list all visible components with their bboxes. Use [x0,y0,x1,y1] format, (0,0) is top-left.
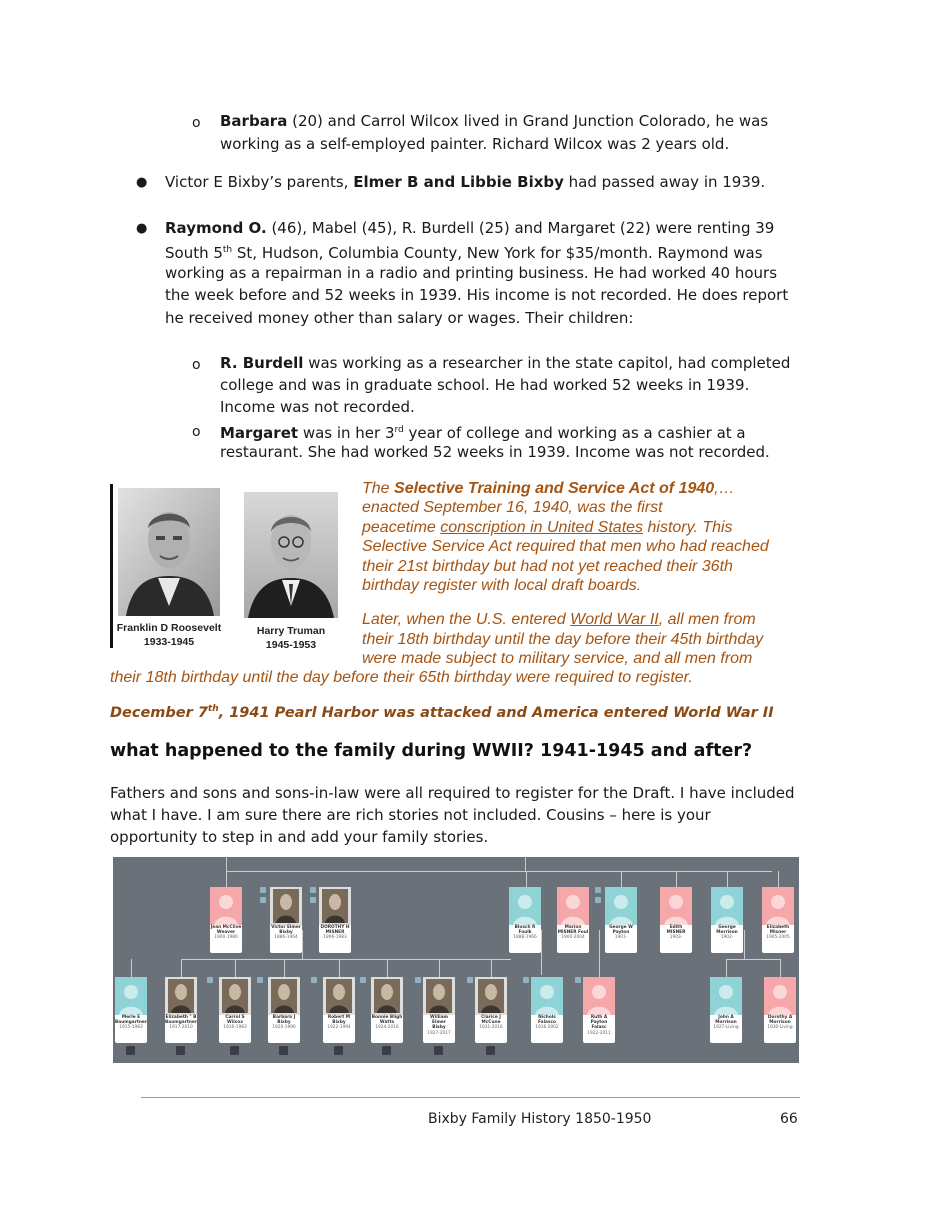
person-surname: Bixby [279,930,293,936]
fdr-caption [114,621,224,649]
truman-portrait [244,492,338,618]
draft-p1-line-2: enacted September 16, 1940, was the first [362,499,663,516]
tree-person-card[interactable] [660,887,692,953]
tree-person-card[interactable] [115,977,147,1043]
person-details [219,1015,251,1031]
person-silhouette-icon [509,887,541,925]
draft-p2-line-2: their 18th birthday until the day before their 45th birthday [362,631,764,648]
person-years: 1924-2016 [375,1025,399,1031]
person-silhouette-icon [764,977,796,1015]
record-hint-icon[interactable] [310,897,316,903]
person-years: 1927-2017 [427,1030,451,1036]
person-name: Merle E [121,1015,141,1020]
tree-connector [676,871,677,887]
person-surname: Foulk [518,930,532,936]
person-surname: Watts [379,1020,395,1026]
tree-person-card[interactable] [531,977,563,1043]
person-name: Dorothy A [767,1015,793,1020]
tree-person-card[interactable] [210,887,242,953]
person-details [165,1015,197,1031]
person-silhouette-icon [557,887,589,925]
person-surname: MISNER Foul [557,930,589,936]
footer-page-number: 66 [780,1111,798,1127]
person-name: Bonnie Bligh [371,1015,403,1020]
person-name: Elizabeth [766,925,790,930]
tree-connector [726,959,781,960]
person-details [583,1015,615,1036]
record-hint-icon[interactable] [257,977,263,983]
person-surname: Bixby [277,1020,291,1026]
tree-connector [284,959,285,977]
barbara-line-1: Barbara (20) and Carrol Wilcox lived in Grand Junction Colorado, he was [220,112,769,130]
family-tree[interactable] [113,857,799,1063]
person-name: Edith [669,925,683,930]
tree-connector [780,959,781,977]
section-body-line-3: opportunity to step in and add your family stories. [110,828,489,846]
section-heading: what happened to the family during WWII? 1941-1945 and after? [110,741,753,761]
person-details [423,1015,455,1036]
truman-portrait-image [244,492,338,618]
person-years: 1901- [614,935,628,941]
person-silhouette-icon [605,887,637,925]
record-hint-icon[interactable] [595,887,601,893]
draft-p1-line-1: The Selective Training and Service Act of 1940,… [362,480,735,497]
tree-connector [302,930,303,960]
person-surname: Weaver [216,930,236,936]
conscription-link[interactable]: conscription in United States [440,519,644,536]
sub-bullet-marker: o [192,115,201,131]
person-details [475,1015,507,1031]
person-details [660,925,692,941]
record-hint-icon[interactable] [415,977,421,983]
person-surname: Falasco [537,1020,556,1026]
person-years: 1930-Living [767,1025,793,1031]
tree-connector [181,959,511,960]
person-silhouette-icon [210,887,242,925]
person-years: 1900-1980 [214,935,238,941]
chevron-down-icon[interactable] [382,1046,391,1055]
tree-connector [226,857,227,887]
person-name: DOROTHY H [320,925,350,930]
fdr-portrait-image [118,488,220,616]
chevron-down-icon[interactable] [486,1046,495,1055]
record-hint-icon[interactable] [595,897,601,903]
person-photo [323,977,355,1015]
person-silhouette-icon [583,977,615,1015]
fdr-years: 1933-1945 [143,636,195,648]
person-photo [371,977,403,1015]
record-hint-icon[interactable] [467,977,473,983]
tree-connector [235,959,236,977]
chevron-down-icon[interactable] [334,1046,343,1055]
person-name: Victor Elmer [271,925,301,930]
raymond-line-3: working as a repairman in a radio and printing business. He had worked 40 hours [165,264,778,282]
person-years: 1886-1964 [274,935,298,941]
person-surname: MISNER [666,930,686,936]
person-years: 1905-2005 [766,935,790,941]
person-surname: Baumgartner [165,1020,197,1026]
record-hint-icon[interactable] [575,977,581,983]
victor-line: Victor E Bixby’s parents, Elmer B and Libbie Bixby had passed away in 1939. [165,173,766,191]
record-hint-icon[interactable] [207,977,213,983]
person-years: 1927-Living [713,1025,739,1031]
tree-person-card[interactable] [605,887,637,953]
person-photo [270,887,302,925]
person-name: George W [609,925,633,930]
person-details [557,925,589,941]
tree-person-card[interactable] [423,977,455,1043]
truman-name: Harry Truman [256,625,326,637]
person-name: Blosch R [514,925,536,930]
person-details [115,1015,147,1031]
person-surname: Morrison [715,1020,737,1026]
person-surname: McCune [481,1020,501,1026]
tree-connector [526,871,527,887]
person-details [371,1015,403,1031]
tree-connector [491,959,492,977]
record-hint-icon[interactable] [360,977,366,983]
person-photo [319,887,351,925]
person-photo [165,977,197,1015]
person-surname: Baumgartner [115,1020,147,1026]
tree-connector [599,930,600,977]
fdr-name: Franklin D Roosevelt [116,622,222,634]
person-details [764,1015,796,1031]
person-years: 1931-2016 [479,1025,503,1031]
person-details [762,925,794,941]
chevron-down-icon[interactable] [176,1046,185,1055]
person-surname: Bixby [332,1020,346,1026]
footer-title: Bixby Family History 1850-1950 [428,1111,652,1127]
tree-person-card[interactable] [583,977,615,1043]
person-details [323,1015,355,1031]
draft-p1-line-4: Selective Service Act required that men who had reached [362,538,769,555]
margaret-line-1: Margaret was in her 3rd year of college and working as a cashier at a [220,424,746,442]
person-years: 1902- [720,935,734,941]
person-details [210,925,242,941]
draft-p2-line-1: Later, when the U.S. entered World War II, all men from [362,611,756,628]
person-details [531,1015,563,1031]
person-surname: Wilcox [227,1020,243,1026]
tree-person-card[interactable] [475,977,507,1043]
person-surname: Bixby [432,1025,446,1031]
tree-person-card[interactable] [319,887,351,953]
tree-connector [339,959,340,977]
world-war-ii-link[interactable]: World War II [570,611,659,628]
person-details [319,925,351,941]
tree-person-card[interactable] [165,977,197,1043]
tree-person-card[interactable] [268,977,300,1043]
person-name: Ruth A [590,1015,608,1020]
tree-person-card[interactable] [711,887,743,953]
person-silhouette-icon [711,887,743,925]
person-name: William Elmer [429,1015,448,1026]
raymond-line-4: the week before and 52 weeks in 1939. His income is not recorded. He does report [165,286,789,304]
tree-person-card[interactable] [557,887,589,953]
person-name: Marion [564,925,582,930]
tree-connector [439,959,440,977]
person-surname: MISNER [325,930,345,936]
tree-connector [227,871,772,872]
record-hint-icon[interactable] [260,887,266,893]
draft-p1-line-6: birthday register with local draft boards. [362,577,642,594]
draft-p1-line-3: peacetime conscription in United States history. This [362,519,733,536]
tree-connector [525,857,526,872]
section-body-line-1: Fathers and sons and sons-in-law were all required to register for the Draft. I have included [110,784,795,802]
person-details [710,1015,742,1031]
person-surname: Morrison [716,930,738,936]
person-surname: Morrison [769,1020,791,1026]
person-silhouette-icon [531,977,563,1015]
person-name: Nichols [538,1015,556,1020]
person-silhouette-icon [762,887,794,925]
draft-p2-line-4: their 18th birthday until the day before their 65th birthday were required to register. [110,669,693,686]
person-details [268,1015,300,1031]
person-years: 1920-1996 [272,1025,296,1031]
person-details [711,925,743,941]
tree-connector [541,930,542,975]
person-years: 1896-1983 [323,935,347,941]
chevron-down-icon[interactable] [230,1046,239,1055]
tree-connector [181,959,182,977]
record-hint-icon[interactable] [260,897,266,903]
person-years: 1903- [669,935,683,941]
bullet-marker: ● [136,175,148,190]
tree-person-card[interactable] [323,977,355,1043]
tree-person-card[interactable] [219,977,251,1043]
tree-connector [621,871,622,887]
draft-p1-line-5: their 21st birthday but had not yet reached their 36th [362,558,733,575]
person-name: Carrol S [225,1015,245,1020]
person-name: Jean McClive [210,925,242,930]
person-years: 1916-2002 [535,1025,559,1031]
person-photo [219,977,251,1015]
tree-connector [131,959,132,977]
person-surname: Misner [769,930,787,936]
chevron-down-icon[interactable] [434,1046,443,1055]
tree-connector [778,871,779,887]
tree-person-card[interactable] [764,977,796,1043]
tree-person-card[interactable] [710,977,742,1043]
person-surname: Payton [612,930,630,936]
person-years: 1917-2010 [169,1025,193,1031]
person-name: Clarice J [481,1015,501,1020]
sub-bullet-marker: o [192,357,201,373]
truman-photo-card [242,488,340,652]
section-body-line-2: what I have. I am sure there are rich stories not included. Cousins – here is your [110,806,711,824]
tree-connector [744,930,745,960]
person-silhouette-icon [115,977,147,1015]
chevron-down-icon[interactable] [279,1046,288,1055]
person-years: 1922-1994 [327,1025,351,1031]
person-name: Barbara J [272,1015,296,1020]
person-details [605,925,637,941]
person-details [509,925,541,941]
raymond-line-2: South 5th St, Hudson, Columbia County, New York for $35/month. Raymond was [165,244,763,262]
person-photo [475,977,507,1015]
chevron-down-icon[interactable] [126,1046,135,1055]
person-name: George [718,925,736,930]
person-photo [268,977,300,1015]
person-details [270,925,302,941]
sub-bullet-marker: o [192,424,201,440]
barbara-line-2: working as a self-employed painter. Richard Wilcox was 2 years old. [220,135,730,153]
person-years: 1888-1966 [513,935,537,941]
truman-years: 1945-1953 [265,639,317,651]
raymond-line-5: he received money other than salary or wages. Their children: [165,309,634,327]
fdr-portrait [118,488,220,616]
person-photo [423,977,455,1015]
pearl-harbor-line: December 7th, 1941 Pearl Harbor was attacked and America entered World War II [110,704,774,721]
person-years: 1922-2011 [587,1030,611,1036]
person-years: 1900-2004 [561,935,585,941]
record-hint-icon[interactable] [311,977,317,983]
tree-person-card[interactable] [509,887,541,953]
person-name: Elizabeth " B [165,1015,197,1020]
record-hint-icon[interactable] [523,977,529,983]
tree-person-card[interactable] [371,977,403,1043]
footer-rule [141,1097,800,1098]
tree-person-card[interactable] [762,887,794,953]
truman-caption [242,624,340,652]
person-silhouette-icon [710,977,742,1015]
person-years: 1915-1983 [119,1025,143,1031]
photo-border [110,484,113,648]
draft-p2-line-3: were made subject to military service, and all men from [362,650,753,667]
tree-connector [387,959,388,977]
person-surname: Payton Falasc [590,1020,608,1031]
margaret-line-2: restaurant. She had worked 52 weeks in 1939. Income was not recorded. [220,443,770,461]
raymond-line-1: Raymond O. (46), Mabel (45), R. Burdell (25) and Margaret (22) were renting 39 [165,219,775,237]
burdell-line-2: college and was in graduate school. He had worked 52 weeks in 1939. [220,376,750,394]
person-years: 1916-1983 [223,1025,247,1031]
record-hint-icon[interactable] [310,887,316,893]
bullet-marker: ● [136,221,148,236]
fdr-photo-card [110,484,222,648]
person-name: John A [718,1015,734,1020]
tree-connector [726,959,727,977]
burdell-line-3: Income was not recorded. [220,398,415,416]
tree-person-card[interactable] [270,887,302,953]
burdell-line-1: R. Burdell was working as a researcher in the state capitol, had completed [220,354,791,372]
tree-connector [727,871,728,887]
person-name: Robert M [327,1015,351,1020]
person-silhouette-icon [660,887,692,925]
